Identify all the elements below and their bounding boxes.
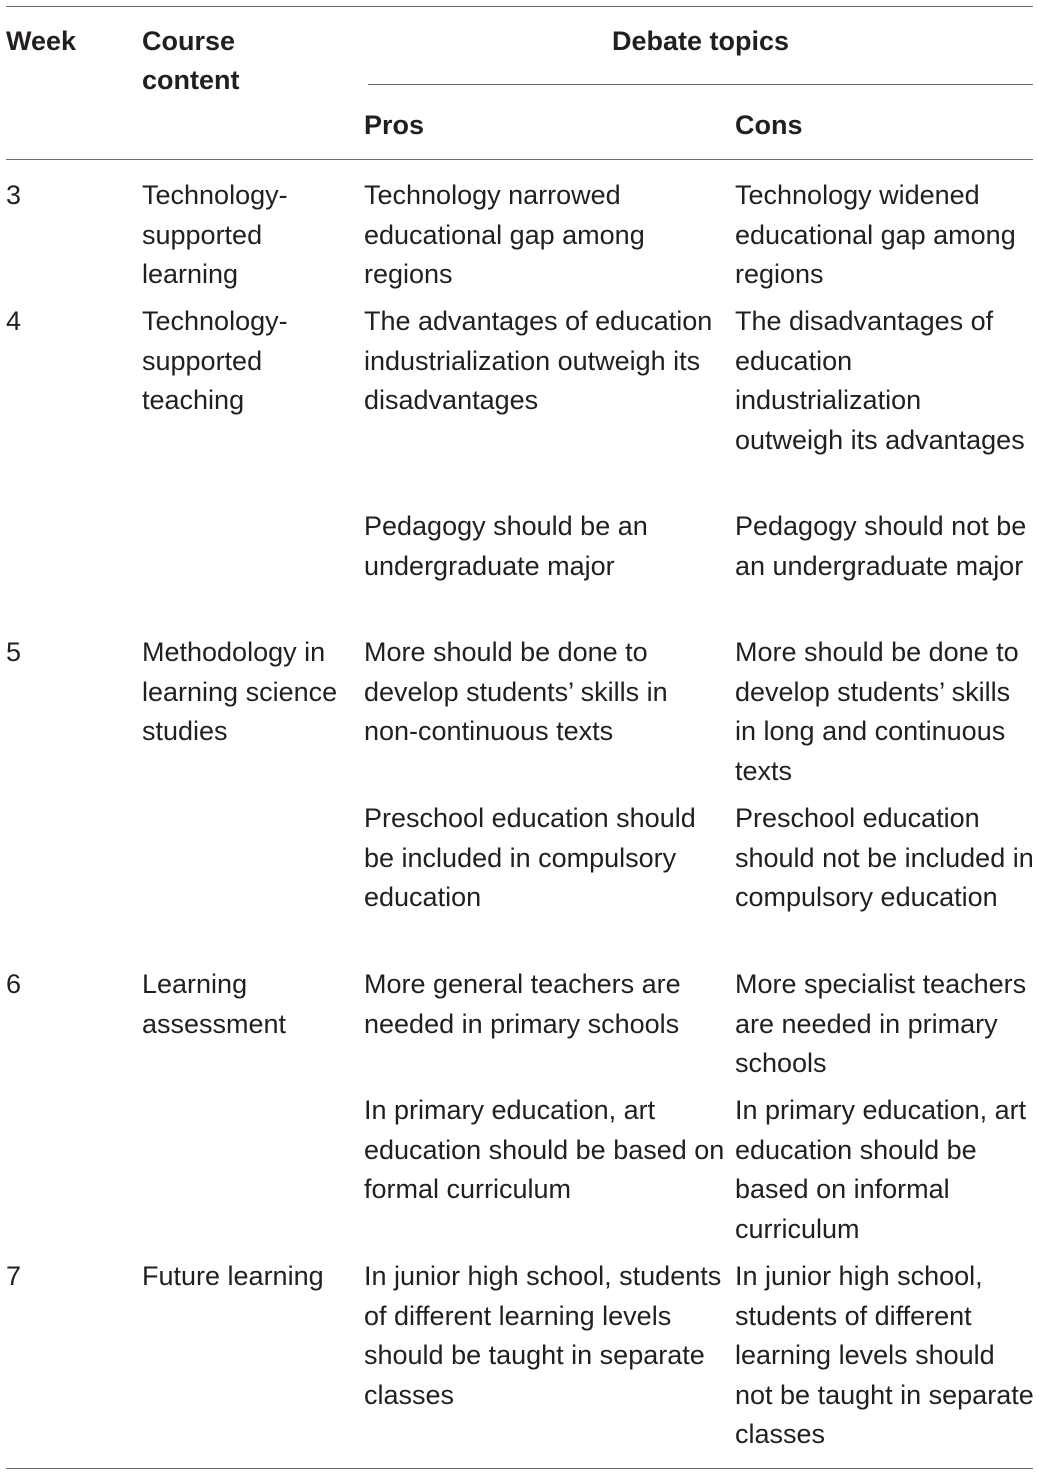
header-pros: Pros xyxy=(364,110,425,140)
table-row-7-pros: In primary education, art education should be based on formal curriculum xyxy=(364,1095,725,1205)
table-row-6-cons: More specialist teachers are needed in primary schools xyxy=(735,969,1027,1079)
table-row-8-cons: In junior high school, students of different learning levels should not be taught in separate classes xyxy=(735,1261,1034,1450)
table-row-5-pros: Preschool education should be included in compulsory education xyxy=(364,803,696,913)
table-row-8-course-content: Future learning xyxy=(142,1261,324,1291)
table-row-4-course-content: Methodology in learning science studies xyxy=(142,637,338,747)
table-row-2-cons: The disadvantages of education industrialization outweigh its advantages xyxy=(735,306,1025,455)
table-row-6-week: 6 xyxy=(6,969,22,999)
table-top-rule xyxy=(6,6,1033,7)
header-course-content: Course content xyxy=(142,26,240,95)
header-cons: Cons xyxy=(735,110,803,140)
table-row-4-week: 5 xyxy=(6,637,22,667)
table-row-6-course-content: Learning assessment xyxy=(142,969,287,1039)
table-row-8-week: 7 xyxy=(6,1261,22,1291)
table-row-7-cons: In primary education, art education should be based on informal curriculum xyxy=(735,1095,1027,1244)
table-row-1-cons: Technology widened educational gap among regions xyxy=(735,180,1016,290)
header-debate-topics: Debate topics xyxy=(611,26,790,56)
table-row-2-week: 4 xyxy=(6,306,22,336)
table-row-4-pros: More should be done to develop students’ skills in non-continuous texts xyxy=(364,637,668,747)
table-bottom-rule xyxy=(6,1468,1033,1469)
debate-topics-underline xyxy=(368,84,1033,85)
table-row-8-pros: In junior high school, students of different learning levels should be taught in separate classes xyxy=(364,1261,722,1410)
table-row-1-pros: Technology narrowed educational gap among regions xyxy=(364,180,645,290)
table-row-3-pros: Pedagogy should be an undergraduate major xyxy=(364,511,648,581)
table-row-1-course-content: Technology-supported learning xyxy=(142,180,288,290)
table-row-2-pros: The advantages of education industrialization outweigh its disadvantages xyxy=(364,306,713,416)
header-bottom-rule xyxy=(6,159,1033,160)
table-row-4-cons: More should be done to develop students’ skills in long and continuous texts xyxy=(735,637,1019,786)
table-row-1-week: 3 xyxy=(6,180,22,210)
table-row-2-course-content: Technology-supported teaching xyxy=(142,306,288,416)
header-week: Week xyxy=(6,26,77,56)
table-row-5-cons: Preschool education should not be included in compulsory education xyxy=(735,803,1034,913)
table-row-6-pros: More general teachers are needed in primary schools xyxy=(364,969,681,1039)
table-row-3-cons: Pedagogy should not be an undergraduate major xyxy=(735,511,1027,581)
